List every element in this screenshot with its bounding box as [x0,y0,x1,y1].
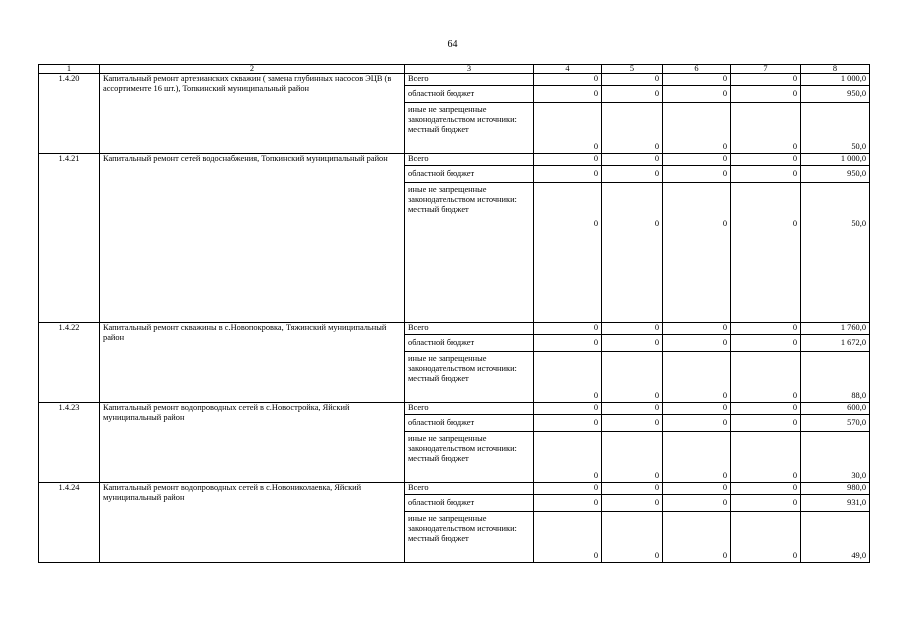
value-cell: 931,0 [801,495,870,512]
column-header: 3 [405,65,534,74]
value-cell: 0 [602,352,663,403]
item-name: Капитальный ремонт скважины в с.Новопокровка, Тяжинский муниципальный район [100,323,405,403]
column-header: 6 [663,65,731,74]
value-cell: 0 [534,352,602,403]
source-regional-label: областной бюджет [405,166,534,183]
column-header: 7 [731,65,801,74]
value-cell: 0 [663,183,731,323]
item-name: Капитальный ремонт водопроводных сетей в с.Новостройка, Яйский муниципальный район [100,403,405,483]
value-cell: 0 [534,86,602,103]
column-header: 8 [801,65,870,74]
value-cell: 0 [602,495,663,512]
value-cell: 49,0 [801,512,870,563]
column-header: 4 [534,65,602,74]
source-other-cell [405,103,534,154]
value-cell: 570,0 [801,415,870,432]
source-regional-label: областной бюджет [405,86,534,103]
value-cell: 0 [534,512,602,563]
value-cell: 0 [602,403,663,415]
value-cell: 0 [602,335,663,352]
value-cell: 0 [731,86,801,103]
value-cell: 0 [602,512,663,563]
value-cell: 0 [534,166,602,183]
source-regional-label: областной бюджет [405,495,534,512]
source-other-label: иные не запрещенные законодательством источники: [408,514,517,533]
value-cell: 0 [731,495,801,512]
source-local-label: местный бюджет [408,454,469,463]
value-cell: 0 [534,323,602,335]
source-total-label: Всего [405,483,534,495]
value-cell: 0 [663,166,731,183]
table-row [39,154,870,166]
value-cell: 950,0 [801,166,870,183]
value-cell: 0 [663,86,731,103]
value-cell: 0 [602,432,663,483]
value-cell: 600,0 [801,403,870,415]
value-cell: 0 [663,495,731,512]
source-local-label: местный бюджет [408,374,469,383]
value-cell: 0 [663,432,731,483]
value-cell: 0 [602,86,663,103]
value-cell: 0 [663,352,731,403]
value-cell: 0 [663,74,731,86]
value-cell: 0 [731,335,801,352]
source-other-cell [405,512,534,563]
value-cell: 950,0 [801,86,870,103]
value-cell: 980,0 [801,483,870,495]
item-code: 1.4.21 [39,154,100,323]
item-code: 1.4.23 [39,403,100,483]
value-cell: 0 [534,432,602,483]
column-header: 1 [39,65,100,74]
value-cell: 0 [602,483,663,495]
item-name: Капитальный ремонт водопроводных сетей в с.Новониколаевка, Яйский муниципальный район [100,483,405,563]
value-cell: 0 [534,335,602,352]
value-cell: 0 [731,323,801,335]
value-cell: 0 [731,183,801,323]
value-cell: 1 000,0 [801,154,870,166]
value-cell: 0 [602,103,663,154]
value-cell: 0 [602,154,663,166]
value-cell: 0 [602,183,663,323]
value-cell: 0 [731,154,801,166]
table-row [39,74,870,86]
column-header: 2 [100,65,405,74]
source-regional-label: областной бюджет [405,335,534,352]
value-cell: 0 [602,323,663,335]
value-cell: 0 [731,103,801,154]
value-cell: 1 672,0 [801,335,870,352]
value-cell: 1 000,0 [801,74,870,86]
page-number: 64 [447,39,458,50]
source-other-cell [405,432,534,483]
table-row [39,323,870,335]
value-cell: 0 [534,495,602,512]
source-other-cell [405,352,534,403]
source-total-label: Всего [405,403,534,415]
budget-table [38,64,870,563]
source-other-label: иные не запрещенные законодательством источники: [408,185,517,204]
value-cell: 0 [731,74,801,86]
source-other-label: иные не запрещенные законодательством источники: [408,354,517,373]
value-cell: 0 [602,74,663,86]
table-row [39,403,870,415]
table-row [39,483,870,495]
source-regional-label: областной бюджет [405,415,534,432]
source-other-label: иные не запрещенные законодательством источники: [408,105,517,124]
value-cell: 0 [663,335,731,352]
source-total-label: Всего [405,323,534,335]
source-total-label: Всего [405,154,534,166]
value-cell: 0 [663,323,731,335]
item-name: Капитальный ремонт артезианских скважин ( замена глубинных насосов ЭЦВ (в ассортименте 16 шт.), Топкинский муниципальный район [100,74,405,154]
value-cell: 0 [534,74,602,86]
value-cell: 88,0 [801,352,870,403]
value-cell: 0 [731,512,801,563]
source-local-label: местный бюджет [408,205,469,214]
value-cell: 0 [602,166,663,183]
value-cell: 0 [731,432,801,483]
item-name: Капитальный ремонт сетей водоснабжения, Топкинский муниципальный район [100,154,405,323]
value-cell: 50,0 [801,183,870,323]
value-cell: 0 [534,483,602,495]
source-other-cell [405,183,534,323]
source-total-label: Всего [405,74,534,86]
value-cell: 0 [663,512,731,563]
value-cell: 0 [534,415,602,432]
value-cell: 50,0 [801,103,870,154]
source-local-label: местный бюджет [408,534,469,543]
item-code: 1.4.22 [39,323,100,403]
item-code: 1.4.24 [39,483,100,563]
value-cell: 0 [534,403,602,415]
header-row [39,65,870,74]
value-cell: 0 [663,403,731,415]
value-cell: 0 [534,183,602,323]
value-cell: 0 [663,103,731,154]
value-cell: 0 [731,352,801,403]
source-local-label: местный бюджет [408,125,469,134]
value-cell: 0 [731,483,801,495]
value-cell: 0 [534,154,602,166]
source-other-label: иные не запрещенные законодательством источники: [408,434,517,453]
value-cell: 0 [663,154,731,166]
value-cell: 0 [731,166,801,183]
value-cell: 0 [534,103,602,154]
value-cell: 0 [602,415,663,432]
value-cell: 0 [663,483,731,495]
column-header: 5 [602,65,663,74]
value-cell: 1 760,0 [801,323,870,335]
value-cell: 0 [663,415,731,432]
value-cell: 0 [731,403,801,415]
item-code: 1.4.20 [39,74,100,154]
value-cell: 30,0 [801,432,870,483]
value-cell: 0 [731,415,801,432]
